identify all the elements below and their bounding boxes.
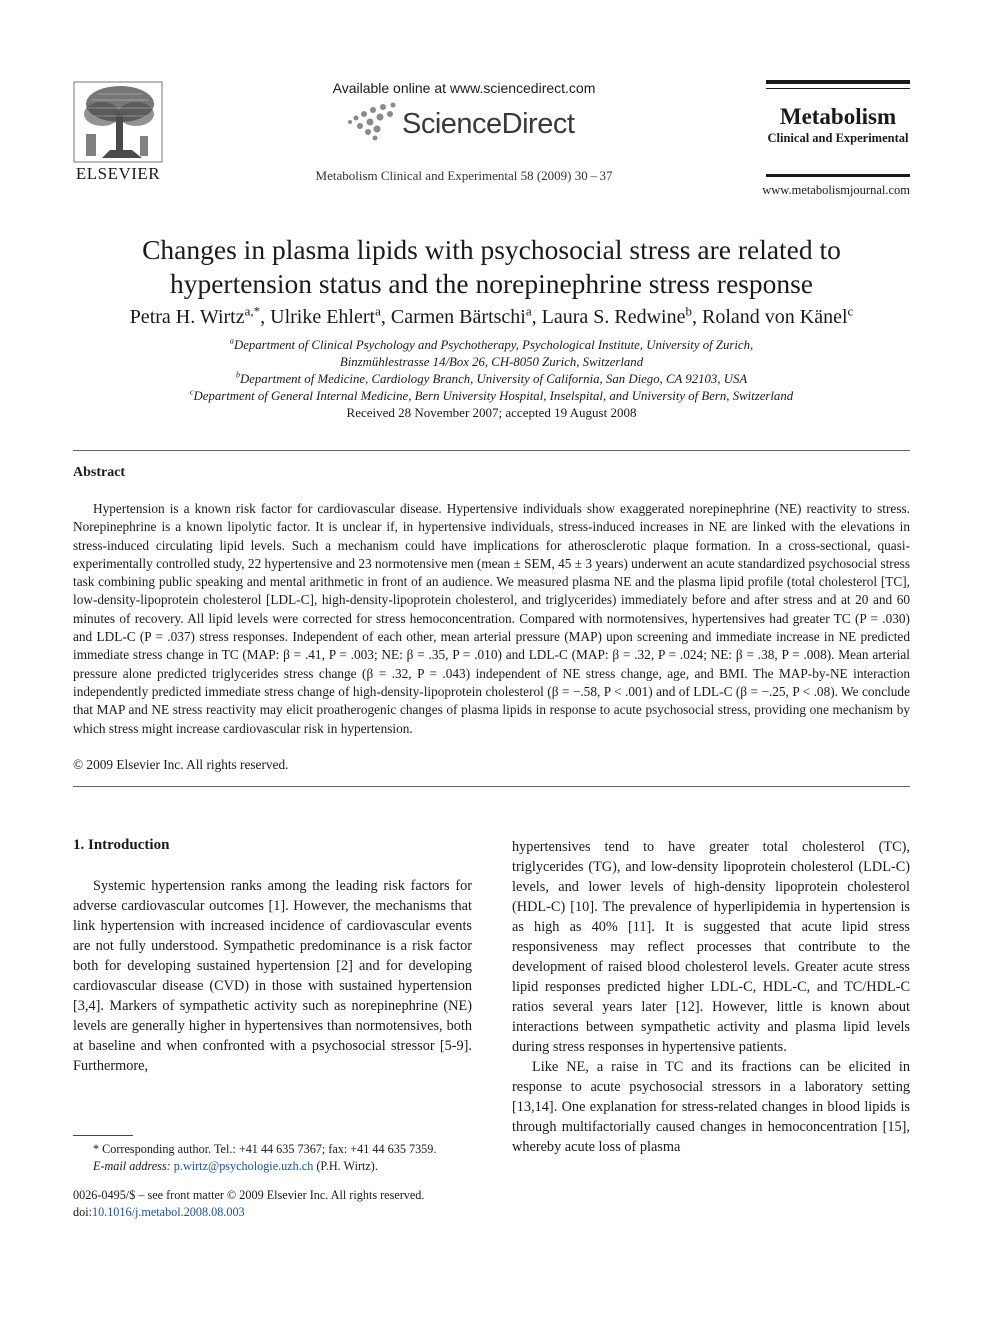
email-label: E-mail address: (93, 1159, 171, 1173)
rule-above-abstract (73, 450, 910, 451)
abstract-heading: Abstract (73, 465, 126, 480)
abstract-body: Hypertension is a known risk factor for cardiovascular disease. Hypertensive individuals show exaggerated norepinephrine (NE) reactivity to stress. Norepinephrine is a known lipolytic factor. It is unclear if, in hypertensive individuals, stress-induced increases in NE are linked with the elevations in stress-induced circulating lipid levels. Such a mechanism could have implications for atherosclerotic plaque formation. In a cross-sectional, quasi-experimentally controlled study, 22 hypertensive and 23 normotensive men (mean ± SEM, 45 ± 3 years) underwent an acute standardized psychosocial stress task combining public speaking and mental arithmetic in front of an audience. We measured plasma NE and the plasma lipid profile (total cholesterol [TC], low-density-lipoprotein cholesterol [LDL-C], high-density-lipoprotein cholesterol, and triglycerides) immediately before and after stress and at 20 and 60 minutes of recovery. All lipid levels were corrected for stress hemoconcentration. Compared with normotensives, hypertensives had greater TC (P = .030) and LDL-C (P = .037) stress responses. Independent of each other, mean arterial pressure (MAP) upon screening and immediate increase in NE predicted immediate stress change in TC (MAP: β = .41, P = .003; NE: β = .35, P = .010) and LDL-C (MAP: β = .32, P = .024; NE: β = .38, P = .008). Mean arterial pressure alone predicted triglycerides stress change (β = .32, P = .043) independent of NE stress change, age, and BMI. The MAP-by-NE interaction independently predicted immediate stress change of high-density-lipoprotein cholesterol (β = −.58, P < .001) and of LDL-C (β = −.25, P < .08). We conclude that MAP and NE stress reactivity may elicit proatherogenic changes of plasma lipids in response to acute psychosocial stress, providing one mechanism by which stress might increase cardiovascular risk in hypertension. (73, 501, 910, 736)
doi-line (73, 1205, 245, 1220)
email-link[interactable]: p.wirtz@psychologie.uzh.ch (173, 1159, 314, 1173)
masthead-rule-top2 (766, 88, 910, 89)
author[interactable]: Carmen Bärtschi$^a$ (390, 303, 532, 328)
elsevier-logo (72, 80, 164, 164)
corresponding-author-note: * Corresponding author. Tel.: +41 44 635 7367; fax: +41 44 635 7359. (93, 1142, 437, 1156)
author-list: Petra H. Wirtz$^{a,*}$, Ulrike Ehlert$^a$, Carmen Bärtschi$^a$, Laura S. Redwine$^b$, Roland von Känel$^c$ (129, 303, 854, 328)
affiliation: $^c$Department of General Internal Medicine, Bern University Hospital, Inselspital, and University of Bern, Switzerland (189, 387, 794, 403)
received-dates: Received 28 November 2007; accepted 19 August 2008 (346, 405, 637, 420)
author[interactable]: Ulrike Ehlert$^a$ (270, 303, 381, 328)
journal-subtitle: Clinical and Experimental (767, 131, 909, 145)
email-note (93, 1159, 378, 1174)
footnote-rule (73, 1135, 133, 1136)
author[interactable]: Petra H. Wirtz$^{a,*}$ (129, 303, 261, 328)
doi-label: doi: (73, 1205, 92, 1219)
section-heading-introduction: 1. Introduction (73, 837, 170, 853)
article-title-line-1: Changes in plasma lipids with psychosocial stress are related to (142, 234, 841, 265)
affiliation: $^b$Department of Medicine, Cardiology Branch, University of California, San Diego, CA 92103, USA (235, 370, 748, 386)
issn-line: 0026-0495/$ – see front matter © 2009 Elsevier Inc. All rights reserved. (73, 1188, 425, 1202)
rule-below-abstract (73, 786, 910, 787)
intro-paragraph: hypertensives tend to have greater total cholesterol (TC), triglycerides (TG), and low-density lipoprotein cholesterol (LDL-C) levels, and lower levels of high-density lipoprotein cholesterol (HDL-C) [10]. The prevalence of hyperlipidemia in hypertension is as high as 40% [11]. It is suggested that acute lipid stress responsiveness may reflect processes that contribute to the development of raised blood cholesterol levels. Greater acute stress lipid responses predicted higher LDL-C, HDL-C, and TC/HDL-C ratios several years later [12]. However, little is known about interactions between sympathetic activity and plasma lipid levels during stress responses in hypertensive patients. (512, 839, 910, 1055)
journal-citation: Metabolism Clinical and Experimental 58 (2009) 30 – 37 (315, 168, 613, 183)
email-suffix: (P.H. Wirtz). (316, 1159, 378, 1173)
article-title-line-2: hypertension status and the norepinephrine stress response (169, 268, 814, 299)
abstract-copyright: © 2009 Elsevier Inc. All rights reserved. (73, 757, 289, 772)
masthead-rule-top (766, 80, 910, 84)
doi-link[interactable]: 10.1016/j.metabol.2008.08.003 (91, 1205, 245, 1219)
intro-right-column (512, 837, 910, 1157)
journal-url[interactable]: www.metabolismjournal.com (762, 183, 910, 197)
masthead-rule-bottom (766, 174, 910, 177)
publisher-name: ELSEVIER (75, 164, 161, 183)
affiliations (73, 337, 910, 405)
affiliation: $^a$Department of Clinical Psychology and Psychotherapy, Psychological Institute, University of Zurich, (229, 336, 754, 352)
intro-left-column: Systemic hypertension ranks among the leading risk factors for adverse cardiovascular outcomes [1]. However, the mechanisms that link hypertension with increased incidence of cardiovascular events are not fully understood. Sympathetic predominance is a risk factor both for developing sustained hypertension [2] and for developing cardiovascular disease (CVD) in those with sustained hypertension [3,4]. Markers of sympathetic activity such as norepinephrine (NE) levels are generally higher in hypertensives than normotensives, both at baseline and when confronted with a psychosocial stressor [5-9]. Furthermore, (73, 878, 472, 1074)
affiliation: Binzmühlestrasse 14/Box 26, CH-8050 Zurich, Switzerland (339, 355, 644, 369)
journal-name: Metabolism (779, 104, 897, 129)
sciencedirect-wordmark: ScienceDirect (402, 108, 575, 140)
sciencedirect-dots-icon (346, 100, 402, 144)
intro-paragraph: Like NE, a raise in TC and its fractions can be elicited in response to acute psychosocial stressors in a laboratory setting [13,14]. One explanation for stress-related changes in blood lipids is through multifactorially caused changes in hemoconcentration [15], whereby acute loss of plasma (512, 1059, 910, 1155)
elsevier-tree-icon (72, 80, 164, 164)
author[interactable]: Laura S. Redwine$^b$ (541, 303, 692, 328)
author[interactable]: Roland von Känel$^c$ (701, 303, 854, 328)
available-online-text: Available online at www.sciencedirect.com (332, 80, 596, 96)
sciencedirect-logo (346, 100, 586, 144)
article-title (73, 233, 910, 301)
